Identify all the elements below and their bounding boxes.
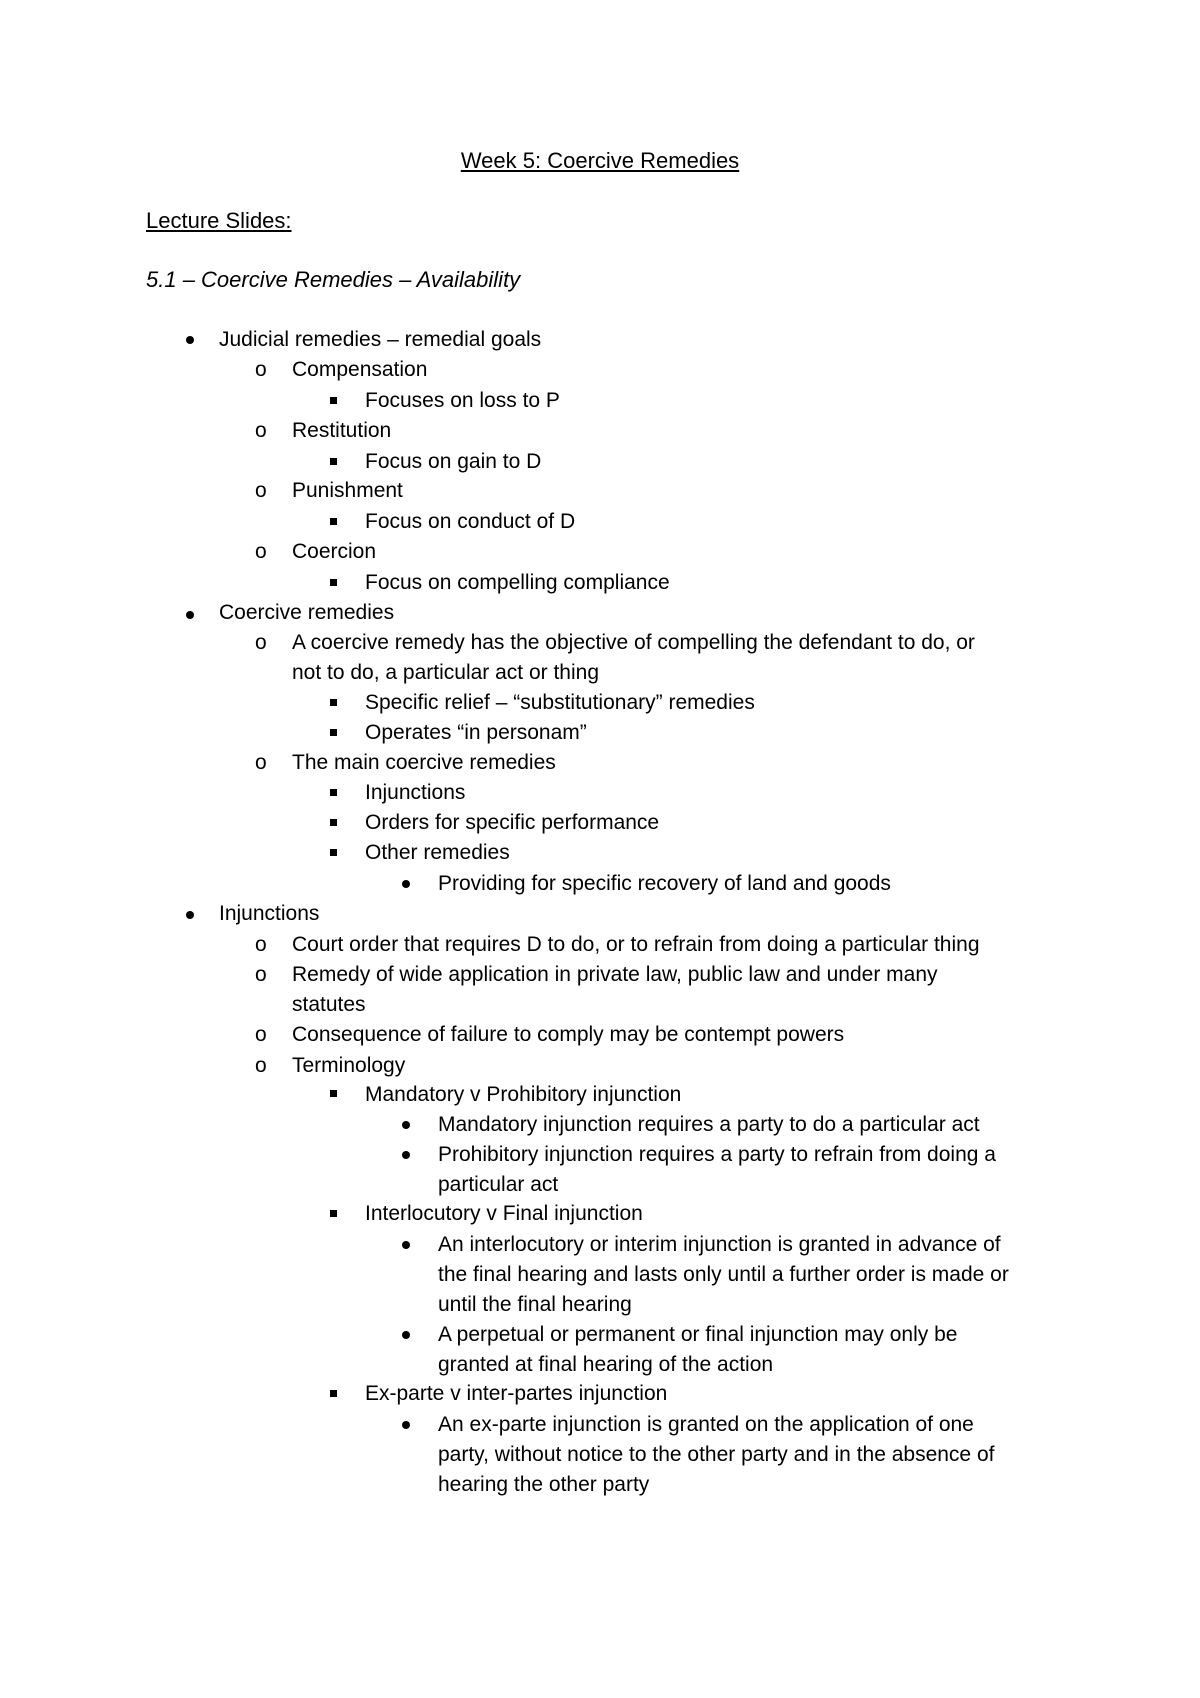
bullet-level3-icon bbox=[330, 849, 337, 856]
bullet-level1-icon bbox=[186, 911, 194, 919]
list-item-level2: The main coercive remedies bbox=[292, 751, 556, 774]
list-item-level4-continued: until the final hearing bbox=[438, 1293, 632, 1316]
bullet-level3-icon bbox=[330, 397, 337, 404]
list-item-level1: Injunctions bbox=[219, 902, 320, 925]
bullet-level4-icon bbox=[402, 1241, 410, 1249]
list-item-level4-continued: particular act bbox=[438, 1173, 559, 1196]
list-item-level4: An ex-parte injunction is granted on the application of one bbox=[438, 1413, 974, 1436]
list-item-level3: Focuses on loss to P bbox=[365, 389, 560, 412]
list-item-level4-continued: granted at final hearing of the action bbox=[438, 1353, 774, 1376]
bullet-level3-icon bbox=[330, 579, 337, 586]
bullet-level2-icon: o bbox=[255, 1054, 267, 1077]
list-item-level4-continued: party, without notice to the other party and in the absence of bbox=[438, 1443, 995, 1466]
list-item-level1: Coercive remedies bbox=[219, 601, 395, 624]
list-item-level4-continued: hearing the other party bbox=[438, 1473, 650, 1496]
bullet-level2-icon: o bbox=[255, 540, 267, 563]
list-item-level3: Focus on conduct of D bbox=[365, 510, 576, 533]
list-item-level2: Court order that requires D to do, or to refrain from doing a particular thing bbox=[292, 933, 980, 956]
list-item-level4: Providing for specific recovery of land and goods bbox=[438, 872, 891, 895]
section-label: Lecture Slides: bbox=[146, 208, 292, 233]
list-item-level2-continued: not to do, a particular act or thing bbox=[292, 661, 600, 684]
list-item-level3: Other remedies bbox=[365, 841, 510, 864]
list-item-level2: Remedy of wide application in private law, public law and under many bbox=[292, 963, 938, 986]
list-item-level3: Injunctions bbox=[365, 781, 466, 804]
bullet-level3-icon bbox=[330, 1390, 337, 1397]
list-item-level4: An interlocutory or interim injunction is granted in advance of bbox=[438, 1233, 1001, 1256]
bullet-level4-icon bbox=[402, 1121, 410, 1129]
bullet-level3-icon bbox=[330, 729, 337, 736]
list-item-level4: Mandatory injunction requires a party to do a particular act bbox=[438, 1113, 980, 1136]
bullet-level2-icon: o bbox=[255, 358, 267, 381]
bullet-level4-icon bbox=[402, 880, 410, 888]
bullet-level2-icon: o bbox=[255, 963, 267, 986]
list-item-level2: Restitution bbox=[292, 419, 392, 442]
list-item-level2: Consequence of failure to comply may be contempt powers bbox=[292, 1023, 845, 1046]
section-heading: 5.1 – Coercive Remedies – Availability bbox=[146, 267, 521, 292]
list-item-level2: Punishment bbox=[292, 479, 403, 502]
list-item-level3: Ex-parte v inter-partes injunction bbox=[365, 1382, 668, 1405]
bullet-level1-icon bbox=[186, 336, 194, 344]
bullet-level3-icon bbox=[330, 819, 337, 826]
list-item-level3: Focus on gain to D bbox=[365, 450, 542, 473]
list-item-level3: Operates “in personam” bbox=[365, 721, 587, 744]
bullet-level2-icon: o bbox=[255, 751, 267, 774]
list-item-level4: A perpetual or permanent or final injunction may only be bbox=[438, 1323, 958, 1346]
bullet-level4-icon bbox=[402, 1331, 410, 1339]
bullet-level2-icon: o bbox=[255, 631, 267, 654]
list-item-level3: Focus on compelling compliance bbox=[365, 571, 670, 594]
list-item-level1: Judicial remedies – remedial goals bbox=[219, 328, 542, 351]
list-item-level2: Terminology bbox=[292, 1054, 406, 1077]
bullet-level4-icon bbox=[402, 1151, 410, 1159]
bullet-level2-icon: o bbox=[255, 419, 267, 442]
list-item-level4: Prohibitory injunction requires a party to refrain from doing a bbox=[438, 1143, 996, 1166]
bullet-level3-icon bbox=[330, 1210, 337, 1217]
list-item-level3: Orders for specific performance bbox=[365, 811, 660, 834]
bullet-level3-icon bbox=[330, 1090, 337, 1097]
bullet-level3-icon bbox=[330, 699, 337, 706]
list-item-level2: Coercion bbox=[292, 540, 377, 563]
bullet-level2-icon: o bbox=[255, 1023, 267, 1046]
bullet-level3-icon bbox=[330, 458, 337, 465]
list-item-level2-continued: statutes bbox=[292, 993, 366, 1016]
list-item-level3: Mandatory v Prohibitory injunction bbox=[365, 1083, 682, 1106]
list-item-level2: A coercive remedy has the objective of compelling the defendant to do, or bbox=[292, 631, 975, 654]
bullet-level2-icon: o bbox=[255, 933, 267, 956]
list-item-level3: Specific relief – “substitutionary” remedies bbox=[365, 691, 755, 714]
list-item-level2: Compensation bbox=[292, 358, 428, 381]
bullet-level3-icon bbox=[330, 789, 337, 796]
bullet-level1-icon bbox=[186, 611, 194, 619]
bullet-level4-icon bbox=[402, 1421, 410, 1429]
bullet-level3-icon bbox=[330, 518, 337, 525]
bullet-level2-icon: o bbox=[255, 479, 267, 502]
list-item-level3: Interlocutory v Final injunction bbox=[365, 1202, 643, 1225]
document-title: Week 5: Coercive Remedies bbox=[460, 148, 740, 173]
list-item-level4-continued: the final hearing and lasts only until a further order is made or bbox=[438, 1263, 1009, 1286]
